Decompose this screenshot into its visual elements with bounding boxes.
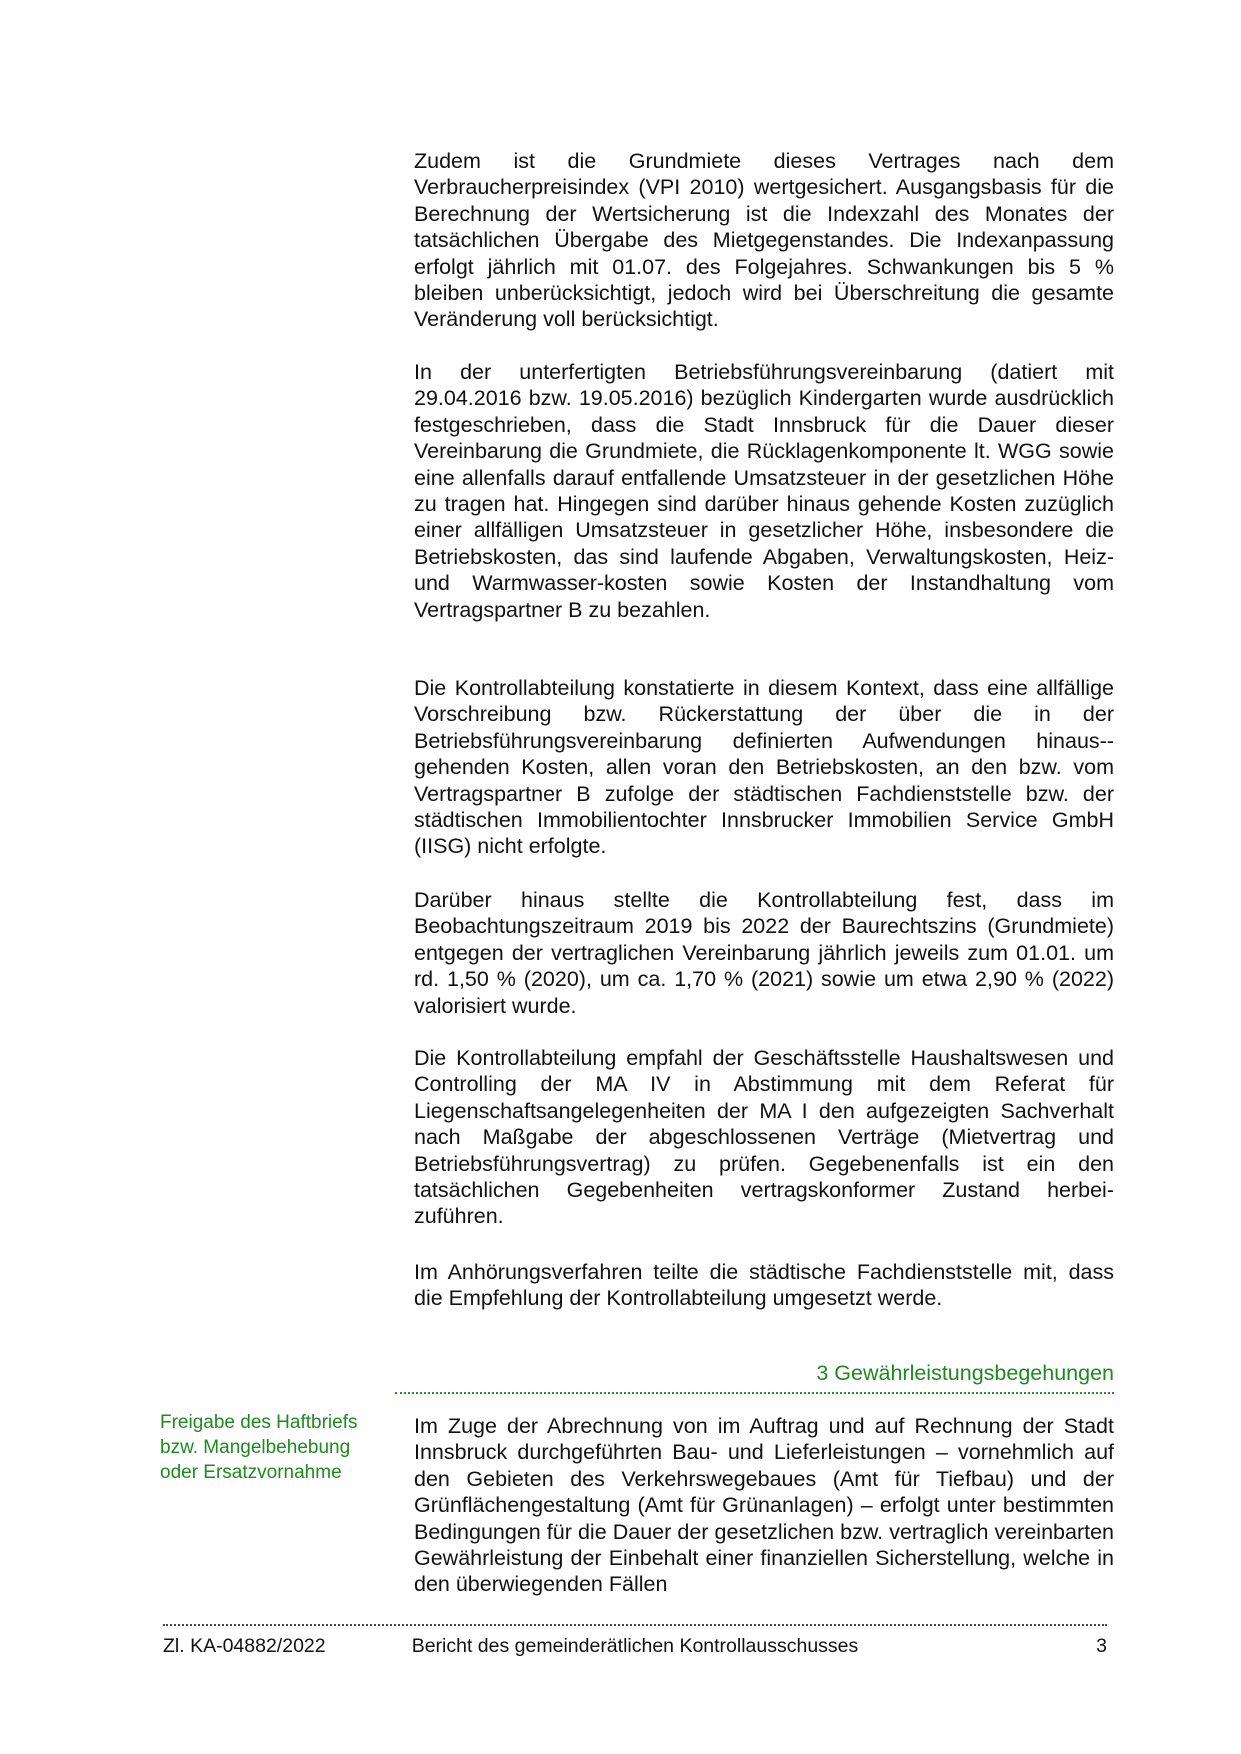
footer-page-number: 3 bbox=[1096, 1635, 1107, 1657]
paragraph-kontrollabteilung-konstatierte: Die Kontrollabteilung konstatierte in diesem Kontext, dass eine allfällige Vorschreibung bzw. Rückerstattung der über die in der Betriebsführungsvereinbarung definierten Aufwendungen hinaus-gehenden Kosten, allen voran den Betriebskosten, an den bzw. vom Vertragspartner B zufolge der städtischen Fachdienststelle bzw. der städtischen Immobilientochter Innsbrucker Immobilien Service GmbH (IISG) nicht erfolgte. bbox=[414, 676, 1114, 859]
footer-divider bbox=[163, 1624, 1107, 1626]
paragraph-betriebsfuehrungsvereinbarung: In der unterfertigten Betriebsführungsvereinbarung (datiert mit 29.04.2016 bzw. 19.05.2016) bezüglich Kindergarten wurde ausdrücklich festgeschrieben, dass die Stadt Innsbruck für die Dauer dieser Vereinbarung die Grundmiete, die Rücklagenkomponente lt. WGG sowie eine allenfalls darauf entfallende Umsatzsteuer in der gesetzlichen Höhe zu tragen hat. Hingegen sind darüber hinaus gehende Kosten zuzüglich einer allfälligen Umsatzsteuer in gesetzlicher Höhe, insbesondere die Betriebskosten, das sind laufende Abgaben, Verwaltungskosten, Heiz- und Warmwasser-kosten sowie Kosten der Instandhaltung vom Vertragspartner B zu bezahlen. bbox=[414, 360, 1114, 622]
page-footer bbox=[163, 1634, 1107, 1658]
paragraph-gewaehrleistung: Im Zuge der Abrechnung von im Auftrag und auf Rechnung der Stadt Innsbruck durchgeführten Bau- und Lieferleistungen – vornehmlich auf den Gebieten des Verkehrswegebaues (Amt für Tiefbau) und der Grünflächengestaltung (Amt für Grünanlagen) – erfolgt unter bestimmten Bedingungen für die Dauer der gesetzlichen bzw. vertraglich vereinbarten Gewährleistung der Einbehalt einer finanziellen Sicherstellung, welche in den überwiegenden Fällen bbox=[414, 1414, 1114, 1597]
section-heading: 3 Gewährleistungsbegehungen bbox=[816, 1361, 1114, 1385]
footer-reference: Zl. KA-04882/2022 bbox=[163, 1635, 326, 1657]
section-divider bbox=[395, 1392, 1114, 1394]
paragraph-empfehlung: Die Kontrollabteilung empfahl der Geschäftsstelle Haushaltswesen und Controlling der MA IV in Abstimmung mit dem Referat für Liegenschaftsangelegenheiten der MA I den aufgezeigten Sachverhalt nach Maßgabe der abgeschlossenen Verträge (Mietvertrag und Betriebsführungsvertrag) zu prüfen. Gegebenenfalls ist ein den tatsächlichen Gegebenheiten vertragskonformer Zustand herbei-zuführen. bbox=[414, 1046, 1114, 1229]
paragraph-baurechtszins-valorisierung: Darüber hinaus stellte die Kontrollabteilung fest, dass im Beobachtungszeitraum 2019 bis 2022 der Baurechtszins (Grundmiete) entgegen der vertraglichen Vereinbarung jährlich jeweils zum 01.01. um rd. 1,50 % (2020), um ca. 1,70 % (2021) sowie um etwa 2,90 % (2022) valorisiert wurde. bbox=[414, 888, 1114, 1018]
paragraph-anhoerungsverfahren: Im Anhörungsverfahren teilte die städtische Fachdienststelle mit, dass die Empfehlung der Kontrollabteilung umgesetzt werde. bbox=[414, 1260, 1114, 1311]
footer-report-title: Bericht des gemeinderätlichen Kontrollausschusses bbox=[411, 1635, 859, 1657]
margin-note: Freigabe des Haftbriefs bzw. Mangelbehebung oder Ersatzvornahme bbox=[160, 1412, 358, 1483]
paragraph-grundmiete-wertsicherung: Zudem ist die Grundmiete dieses Vertrages nach dem Verbraucherpreisindex (VPI 2010) wertgesichert. Ausgangsbasis für die Berechnung der Wertsicherung ist die Indexzahl des Monates der tatsächlichen Übergabe des Mietgegenstandes. Die Indexanpassung erfolgt jährlich mit 01.07. des Folgejahres. Schwankungen bis 5 % bleiben unberücksichtigt, jedoch wird bei Überschreitung die gesamte Veränderung voll berücksichtigt. bbox=[414, 149, 1114, 332]
